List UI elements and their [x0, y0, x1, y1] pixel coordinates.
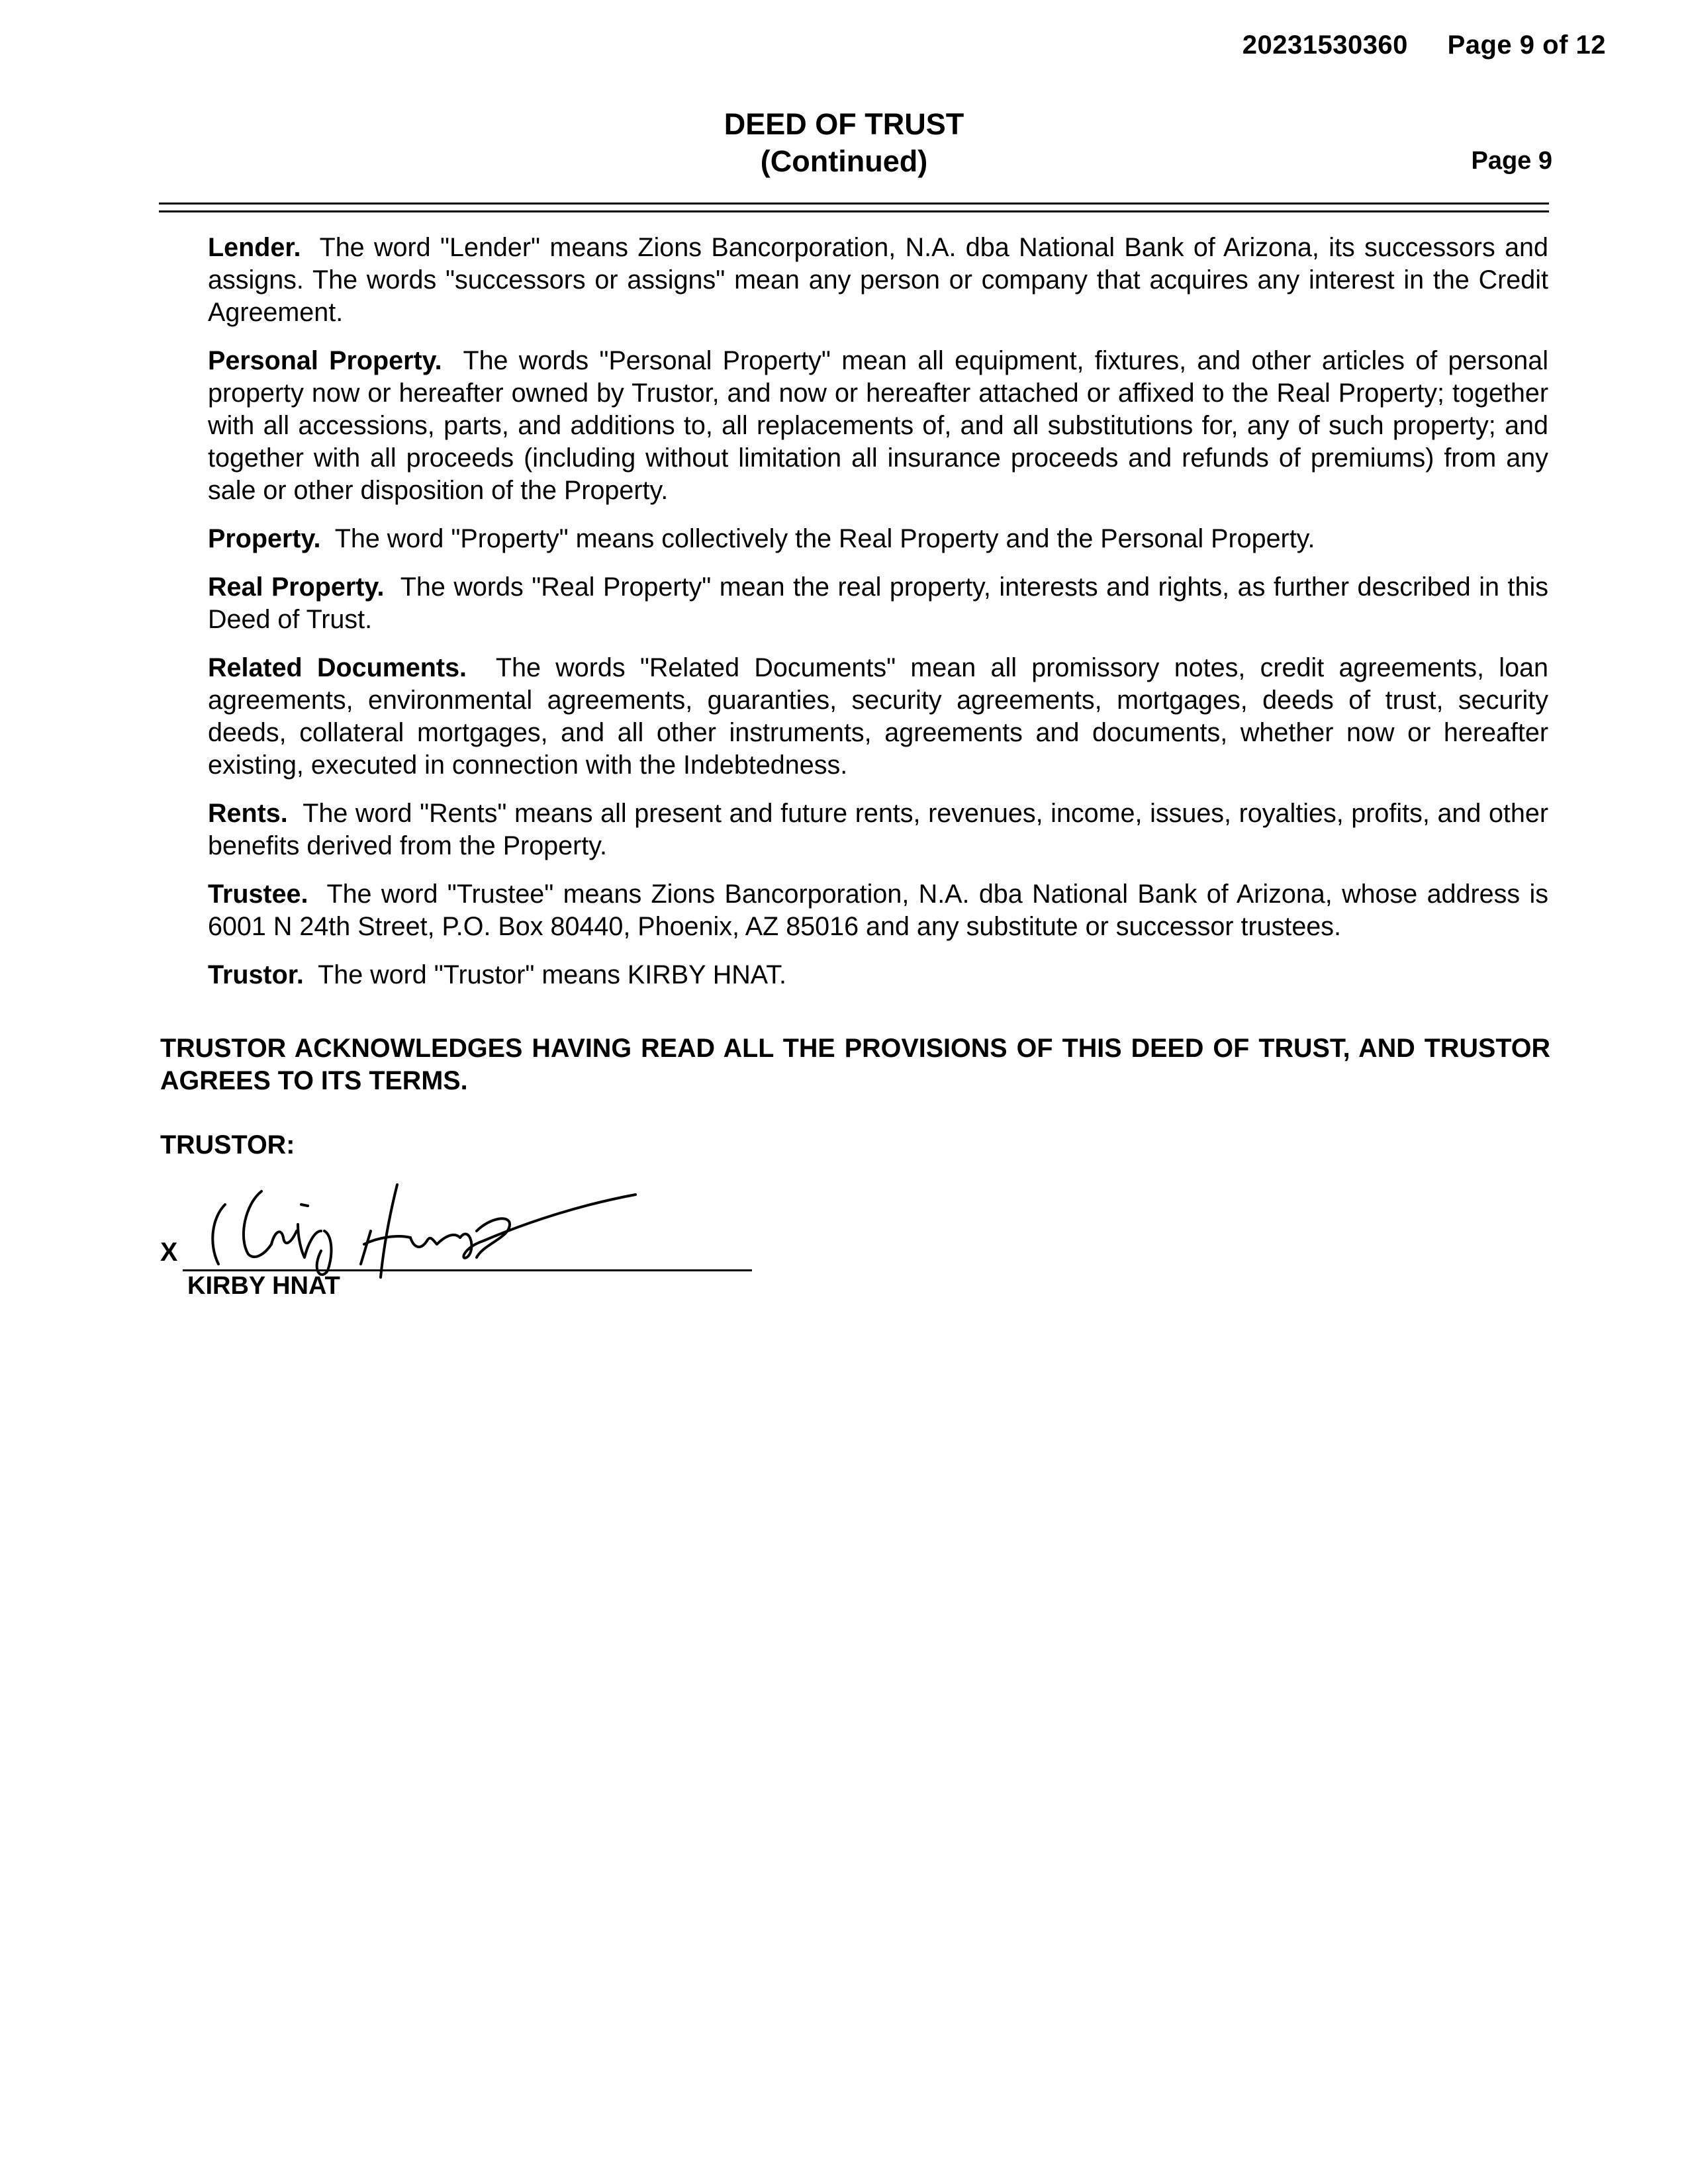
definition-term: Trustor.	[208, 960, 304, 989]
recording-header	[1243, 30, 1606, 60]
signature-line	[183, 1269, 752, 1271]
definition-text: The words "Personal Property" mean all equipment, fixtures, and other articles of personal property now or hereafter owned by Trustor, and now or hereafter attached or affixed to the Real Property; together with all accessions, parts, and additions to, all replacements of, and all substitutions for, any of such property; and together with all proceeds (including without limitation all insurance proceeds and refunds of premiums) from any sale or other disposition of the Property.	[208, 346, 1548, 505]
definition-term: Personal Property.	[208, 346, 442, 375]
trustor-heading: TRUSTOR:	[160, 1130, 295, 1160]
header-rule-bottom	[159, 210, 1549, 212]
definition-text: The word "Rents" means all present and future rents, revenues, income, issues, royalties, profits, and other benefits derived from the Property.	[208, 799, 1548, 860]
definition-personal-property	[208, 345, 1548, 507]
definition-term: Rents.	[208, 799, 288, 828]
document-title: DEED OF TRUST	[724, 107, 964, 141]
definition-term: Property.	[208, 524, 321, 553]
definition-rents	[208, 797, 1548, 862]
document-title-block	[0, 106, 1688, 180]
definition-text: The word "Property" means collectively the Real Property and the Personal Property.	[334, 524, 1315, 553]
document-subtitle: (Continued)	[760, 144, 928, 178]
handwritten-signature	[199, 1165, 649, 1284]
header-rule-top	[159, 203, 1549, 205]
definition-trustor	[208, 959, 1548, 991]
page-label: Page 9	[1471, 147, 1552, 175]
definitions-list	[208, 232, 1548, 1007]
definition-property	[208, 523, 1548, 555]
definition-term: Related Documents.	[208, 653, 467, 682]
signer-name: KIRBY HNAT	[187, 1272, 340, 1300]
definition-term: Trustee.	[208, 880, 308, 909]
page-of-count: Page 9 of 12	[1447, 30, 1606, 60]
definition-term: Lender.	[208, 233, 301, 262]
definition-text: The word "Trustor" means KIRBY HNAT.	[318, 960, 786, 989]
definition-text: The word "Lender" means Zions Bancorporation, N.A. dba National Bank of Arizona, its successors and assigns. The words "successors or assigns" mean any person or company that acquires any interest in the Credit Agreement.	[208, 233, 1548, 327]
definition-text: The words "Related Documents" mean all promissory notes, credit agreements, loan agreements, environmental agreements, guaranties, security agreements, mortgages, deeds of trust, security deeds, collateral mortgages, and all other instruments, agreements and documents, whether now or hereafter existing, executed in connection with the Indebtedness.	[208, 653, 1548, 780]
trustor-acknowledgment: TRUSTOR ACKNOWLEDGES HAVING READ ALL THE PROVISIONS OF THIS DEED OF TRUST, AND TRUSTOR AGREES TO ITS TERMS.	[160, 1034, 1550, 1095]
recording-number: 20231530360	[1242, 30, 1408, 60]
definition-lender	[208, 232, 1548, 329]
signature-x-mark: X	[160, 1238, 178, 1267]
definition-term: Real Property.	[208, 572, 385, 602]
definition-text: The word "Trustee" means Zions Bancorporation, N.A. dba National Bank of Arizona, whose address is 6001 N 24th Street, P.O. Box 80440, Phoenix, AZ 85016 and any substitute or successor trustees.	[208, 880, 1548, 941]
definition-real-property	[208, 571, 1548, 636]
definition-text: The words "Real Property" mean the real property, interests and rights, as further described in this Deed of Trust.	[208, 572, 1549, 634]
definition-related-documents	[208, 652, 1548, 782]
definition-trustee	[208, 878, 1548, 943]
